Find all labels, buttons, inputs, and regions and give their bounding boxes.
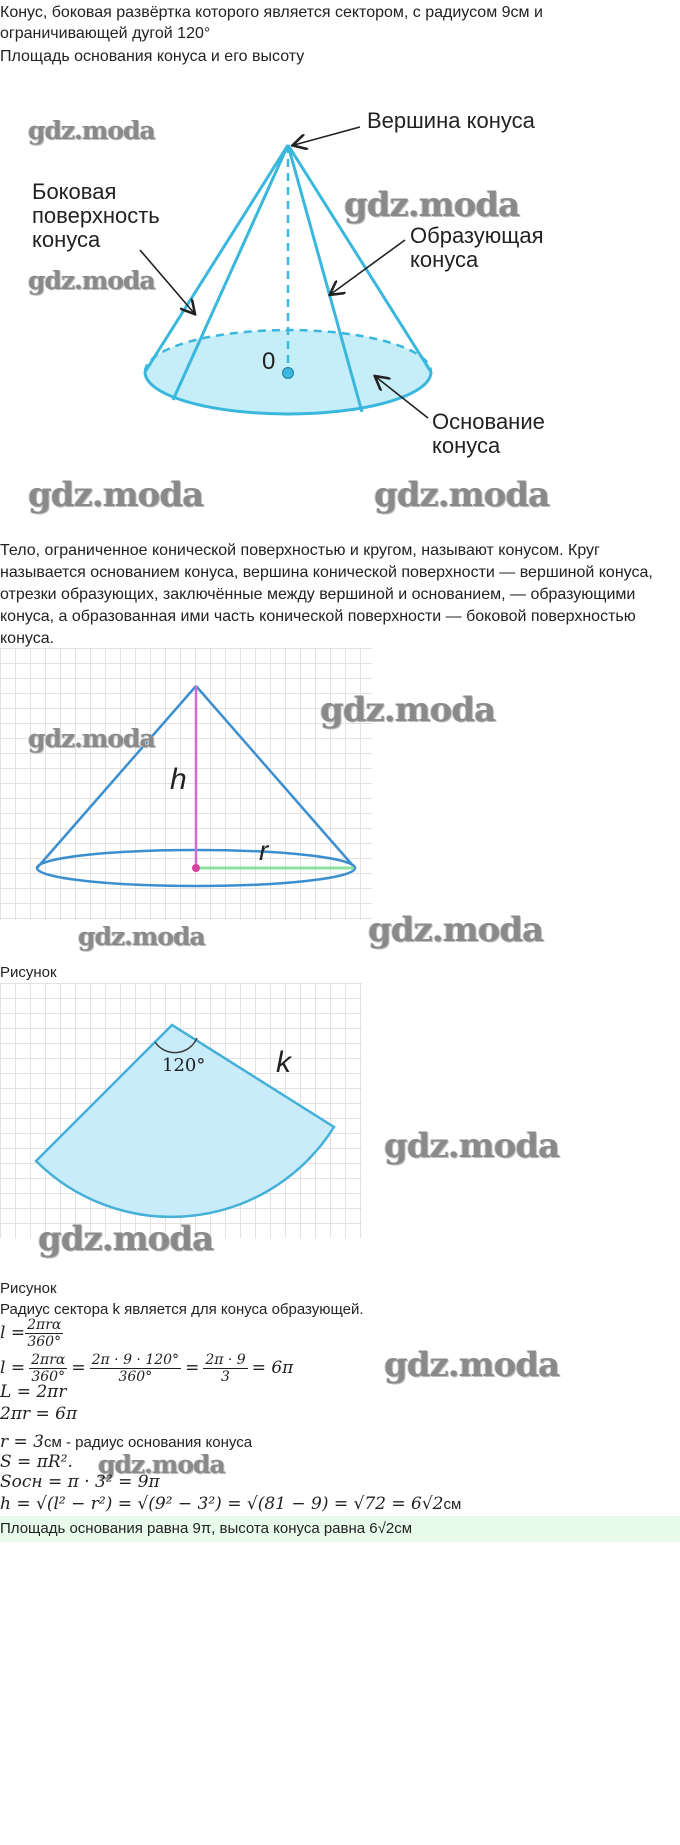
base-label-line-1: Основание bbox=[432, 409, 545, 434]
formula-2-fraction-3 bbox=[203, 1352, 247, 1385]
figure2-caption: Рисунок bbox=[0, 964, 57, 981]
formula-2-tail: = 6π bbox=[251, 1358, 294, 1378]
definition-line-2: называется основанием конуса, вершина конической поверхности — вершиной конуса, bbox=[0, 564, 653, 581]
formula-8-math: h = √(l² − r²) = √(9² − 3²) = √(81 − 9) = √72 = 6√2 bbox=[0, 1494, 444, 1514]
formula-2-numerator-1: 2πrα bbox=[31, 1351, 66, 1368]
radius-label: r bbox=[259, 835, 269, 866]
formula-2-fraction-1 bbox=[29, 1352, 67, 1385]
equals-sign: = bbox=[71, 1358, 86, 1378]
apex-arrow bbox=[294, 127, 360, 145]
sector-angle-label: 120° bbox=[162, 1055, 206, 1076]
watermark: gdz.moda bbox=[28, 724, 155, 753]
formula-7: Sосн = π · 3² = 9π bbox=[0, 1472, 160, 1492]
watermark: gdz.moda bbox=[78, 922, 205, 951]
watermark: gdz.moda bbox=[28, 266, 155, 295]
sector-radius-label: k bbox=[276, 1046, 291, 1079]
answer-highlight bbox=[0, 1516, 680, 1542]
formula-2-denominator-3: 3 bbox=[221, 1368, 230, 1385]
formula-5-math: r = 3 bbox=[0, 1432, 44, 1452]
formula-5 bbox=[0, 1432, 252, 1452]
cone-center-point bbox=[283, 368, 294, 379]
answer-text: Площадь основания равна 9π, высота конуса равна 6√2см bbox=[0, 1520, 413, 1537]
watermark: gdz.moda bbox=[384, 1126, 560, 1166]
problem-line-2: ограничивающей дугой 120° bbox=[0, 25, 211, 42]
definition-line-5: конуса. bbox=[0, 630, 55, 647]
formula-6: S = πR². bbox=[0, 1452, 73, 1472]
watermark: gdz.moda bbox=[344, 185, 520, 225]
lateral-label-line-2: поверхность bbox=[32, 203, 160, 228]
center-label: 0 bbox=[262, 348, 276, 375]
formula-2-fraction-2 bbox=[90, 1352, 181, 1385]
formula-8 bbox=[0, 1494, 461, 1514]
watermark: gdz.moda bbox=[38, 1219, 214, 1259]
watermark: gdz.moda bbox=[28, 475, 204, 515]
watermark: gdz.moda bbox=[28, 116, 155, 145]
generatrix-label-line-2: конуса bbox=[410, 247, 479, 272]
formula-3: L = 2πr bbox=[0, 1382, 67, 1402]
formula-5-text: см - радиус основания конуса bbox=[44, 1434, 253, 1451]
formula-1-denominator: 360° bbox=[27, 1333, 62, 1350]
formula-2-numerator-3: 2π · 9 bbox=[205, 1351, 246, 1368]
watermark: gdz.moda bbox=[98, 1450, 225, 1479]
solution-intro: Радиус сектора k является для конуса образующей. bbox=[0, 1301, 364, 1318]
problem-line-3: Площадь основания конуса и его высоту bbox=[0, 48, 305, 65]
formula-1-numerator: 2πrα bbox=[27, 1316, 62, 1333]
formula-1-fraction bbox=[25, 1317, 63, 1350]
formula-2-denominator-1: 360° bbox=[31, 1368, 66, 1385]
cone-diagram bbox=[0, 85, 680, 535]
watermark: gdz.moda bbox=[374, 475, 550, 515]
formula-2-denominator-2: 360° bbox=[118, 1368, 153, 1385]
watermark: gdz.moda bbox=[384, 1345, 560, 1385]
height-label: h bbox=[170, 763, 187, 796]
lateral-surface-label bbox=[32, 180, 160, 252]
problem-line-1: Конус, боковая развёртка которого является сектором, с радиусом 9см и bbox=[0, 4, 543, 21]
sector-diagram bbox=[0, 983, 362, 1238]
grid-cone-center bbox=[192, 864, 200, 872]
equals-sign: = bbox=[185, 1358, 200, 1378]
base-label bbox=[432, 410, 545, 458]
base-label-line-2: конуса bbox=[432, 433, 501, 458]
formula-4: 2πr = 6π bbox=[0, 1404, 78, 1424]
formula-1 bbox=[0, 1313, 63, 1353]
definition-line-3: отрезки образующих, заключённые между вершиной и основанием, — образующими bbox=[0, 586, 636, 603]
formula-1-lhs: l = bbox=[0, 1323, 26, 1343]
lateral-label-line-1: Боковая bbox=[32, 179, 117, 204]
definition-line-1: Тело, ограниченное конической поверхностью и кругом, называют конусом. Круг bbox=[0, 542, 600, 559]
formula-2-numerator-2: 2π · 9 · 120° bbox=[91, 1351, 180, 1368]
lateral-label-line-3: конуса bbox=[32, 227, 101, 252]
generatrix-label-line-1: Образующая bbox=[410, 223, 544, 248]
formula-8-text: см bbox=[443, 1496, 462, 1513]
generatrix-arrow bbox=[331, 240, 405, 294]
watermark: gdz.moda bbox=[368, 910, 544, 950]
figure3-caption: Рисунок bbox=[0, 1280, 57, 1297]
definition-line-4: конуса, а образованная ими часть конической поверхности — боковой поверхностью bbox=[0, 608, 636, 625]
formula-2-lhs: l = bbox=[0, 1358, 26, 1378]
apex-label: Вершина конуса bbox=[367, 108, 535, 133]
generatrix-label bbox=[410, 224, 544, 272]
watermark: gdz.moda bbox=[320, 690, 496, 730]
